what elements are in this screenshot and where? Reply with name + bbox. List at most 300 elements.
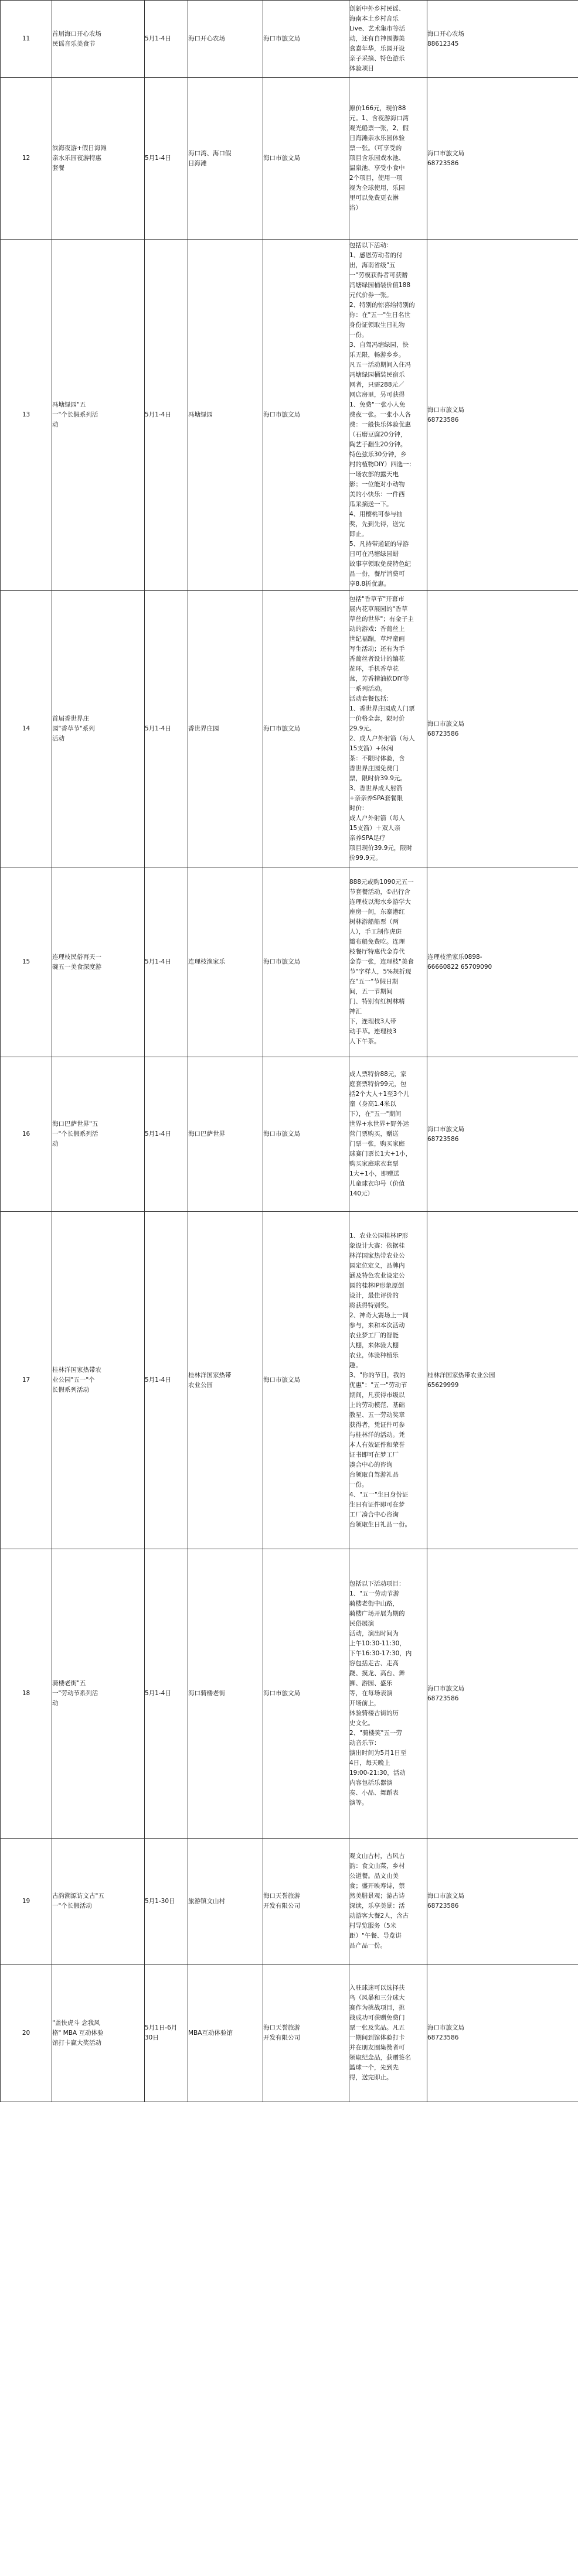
activity-time (145, 1549, 188, 1839)
description-line: 节"字样人，5%规折现 (349, 968, 412, 975)
description-line: 视为全球使用，乐园 (349, 185, 405, 192)
activity-contact (427, 240, 578, 591)
table-row (1, 240, 578, 591)
description-line: 神汇 (349, 1008, 362, 1015)
table-row (1, 1839, 578, 1965)
description-line: 生日有证件即可在梦 (349, 1501, 405, 1508)
description-line: 营门票购买，赠送 (349, 1130, 399, 1137)
description-line: 史文化。 (349, 1720, 374, 1727)
activity-venue-text: 冯塘绿园 (188, 411, 213, 418)
description-line: 温泉池、享受小食中 (349, 165, 405, 172)
description-line: 一期间到馆体验打卡 (349, 2034, 405, 2041)
description-line: 项目含乐园戏水池、 (349, 155, 405, 162)
row-number: 18 (1, 1549, 52, 1839)
activity-organizer-text: 海口市旅文局 (263, 35, 300, 42)
description-line: 票，限时价39.9元。 (349, 775, 406, 782)
description-line: 盆，芳香精油软DIY等 (349, 675, 409, 682)
description-line: 费：一般快乐体验优惠 (349, 421, 411, 428)
description-line: 3、"你的节日，我的 (349, 1371, 406, 1379)
activity-venue (188, 240, 263, 591)
activity-time (145, 591, 188, 867)
description-line: 品产品一份。 (349, 1942, 386, 1949)
activity-venue-text: 桂林洋国家热带 农业公园 (188, 1371, 232, 1389)
activity-description (349, 1839, 427, 1965)
activity-table-body (1, 1, 578, 2102)
description-line: 出，海南省级"五 (349, 262, 396, 269)
activity-contact-text: 海口市旅文局 68723586 (427, 406, 464, 423)
description-line: 上的劳动模范、基础 (349, 1401, 405, 1409)
activity-description (349, 591, 427, 867)
description-line: 4、"五一"生日身份证 (349, 1491, 409, 1498)
description-line: 庭套票特价99元，包 (349, 1081, 407, 1088)
activity-name (52, 1057, 145, 1212)
description-line: 参与，来和本次活动 (349, 1321, 405, 1329)
activity-name (52, 1549, 145, 1839)
description-line: 与桂林洋的活动。凭 (349, 1431, 405, 1439)
activity-time-text: 5月1-30日 (145, 1897, 175, 1905)
description-line: 连理枝以海水乡游学大 (349, 898, 411, 906)
description-line: 成人户外射箭（每人 (349, 815, 405, 822)
description-line: 狮、游园、盛乐 (349, 1680, 393, 1687)
row-number: 13 (1, 240, 52, 591)
activity-contact (427, 78, 578, 240)
activity-organizer (263, 78, 349, 240)
description-line: 包括以下活动： (349, 242, 393, 249)
activity-name-text: 海口巴萨世界"五 一"个长假系列活 动 (52, 1120, 98, 1147)
description-line: 一份。 (349, 1481, 368, 1488)
description-line: 奏、小品、舞蹈表 (349, 1789, 399, 1796)
description-line: 2、特别的惊喜给特别的 (349, 302, 415, 309)
activity-time (145, 1, 188, 78)
activity-time (145, 1057, 188, 1212)
description-line: 元。1、含夜游海口湾 (349, 115, 409, 122)
description-line: 写生活动；还有为手 (349, 645, 405, 652)
description-line: 体验骑楼古街的历 (349, 1710, 399, 1717)
description-line: 140元） (349, 1190, 374, 1197)
activity-organizer (263, 1, 349, 78)
activity-contact (427, 1839, 578, 1965)
description-line: 3、香世界成人射箭 (349, 785, 403, 792)
description-line: 瓣布船免费吃。连理 (349, 938, 405, 945)
description-line: 动的游戏：香葡丝上 (349, 626, 405, 633)
description-line: 下，连理枝3人带 (349, 1018, 397, 1025)
description-line: 活动，演出时间为 (349, 1630, 399, 1637)
description-line: 演出时间为5月1日至 (349, 1750, 407, 1757)
activity-name-text: 滨海夜游+假日海滩 亲水乐园夜游特惠 套餐 (52, 145, 107, 172)
description-line: 1、感恩劳动者的付 (349, 252, 403, 259)
activity-name-text: "盖快虎斗 念我风 格" MBA 互动体验 馆打卡赢大奖活动 (52, 2019, 104, 2047)
description-line: 设计，最佳评价的 (349, 1292, 399, 1299)
activity-organizer-text: 海口天誉旅游 开发有限公司 (263, 2024, 300, 2041)
description-line: 2、"骑楼笑"五一劳 (349, 1730, 402, 1737)
description-line: 2、成人户外射箭（每人 (349, 735, 415, 742)
description-line: 19:00-21:30，活动 (349, 1769, 406, 1776)
description-line: 世纪福蹦，草坪童画 (349, 636, 405, 643)
activity-contact (427, 1212, 578, 1549)
description-line: 享8.8折优惠。 (349, 580, 390, 587)
description-line: 优惠"："五一"劳动节 (349, 1381, 407, 1389)
table-row (1, 591, 578, 867)
activity-venue-text: MBA互动体验馆 (188, 2029, 233, 2037)
description-line: 网店房里，另可获得 (349, 391, 405, 398)
description-line: 冯塘绿园桶装价值188 (349, 282, 411, 289)
description-line: 容包括走古、走高 (349, 1660, 399, 1667)
description-line: 时价： (349, 805, 368, 812)
activity-name (52, 1212, 145, 1549)
description-line: 即止。 (349, 531, 368, 538)
description-line: 项目现价39.9元，限时 (349, 845, 413, 852)
description-line: 人），手工制作虎斑 (349, 928, 402, 935)
description-line: 一系列活动。 (349, 685, 386, 692)
description-line: 树林游船船票（两 (349, 918, 399, 925)
description-line: 日海滩亲水乐园体验 (349, 135, 405, 142)
description-line: 球赛门票长1大+1小， (349, 1150, 412, 1157)
activity-venue (188, 78, 263, 240)
description-line: 门票一张，购买家庭 (349, 1140, 405, 1147)
description-line: 等，在每场表演 (349, 1690, 393, 1697)
description-line: 凡五一活动期间入住冯 (349, 361, 411, 368)
description-line: 门、特别有红树林精 (349, 998, 405, 1005)
description-line: 食嘉年华，乐园开设 (349, 45, 405, 52)
description-line: 瓜采摘送一下。 (349, 501, 393, 508)
description-line: 香世界庄园免费门 (349, 765, 399, 772)
table-row (1, 1057, 578, 1212)
activity-contact (427, 1057, 578, 1212)
description-line: 动，还有自神围脚美 (349, 35, 405, 42)
description-line: 4、用樱桃可参与抽 (349, 511, 403, 518)
activity-organizer-text: 海口市旅文局 (263, 1376, 300, 1383)
row-number: 19 (1, 1839, 52, 1965)
description-line: 1、香世界庄园成人门票 (349, 705, 415, 712)
activity-time-text: 5月1-4日 (145, 35, 171, 42)
description-line: 1大+1小，即赠送 (349, 1170, 400, 1177)
description-line: （石磨豆腐20分钟， (349, 431, 407, 438)
activity-venue-text: 海口湾、海口假 日海滩 (188, 149, 232, 167)
activity-time (145, 867, 188, 1057)
row-number: 12 (1, 78, 52, 240)
description-line: 涵及特色农业设定公 (349, 1272, 405, 1279)
description-line: 凑合中心的咨询 (349, 1461, 393, 1468)
activity-venue (188, 591, 263, 867)
activity-description (349, 1057, 427, 1212)
description-line: 票一张。（可享受的 (349, 145, 402, 152)
description-line: 费夜一张。一张小人各 (349, 411, 411, 418)
row-number: 14 (1, 591, 52, 867)
activity-description (349, 1965, 427, 2102)
activity-organizer-text: 海口市旅文局 (263, 958, 300, 965)
activity-contact-text: 桂林洋国家热带农业公园 65629999 (427, 1371, 495, 1389)
description-line: 活动套餐包括： (349, 695, 393, 702)
description-line: 童（身高1.4米以 (349, 1101, 396, 1108)
description-line: 亲子采摘、特色游乐 (349, 55, 405, 62)
activity-venue-text: 旅游镇文山村 (188, 1897, 225, 1905)
activity-time-text: 5月1-4日 (145, 958, 171, 965)
description-line: 儿童球衣印号（价值 (349, 1180, 405, 1187)
activity-name-text: 首届香世界庄 园"香草节"系列 活动 (52, 715, 95, 742)
description-line: 台领取自驾游礼品 (349, 1471, 399, 1478)
activity-organizer (263, 1212, 349, 1549)
row-number: 16 (1, 1057, 52, 1212)
activity-name (52, 867, 145, 1057)
description-line: 5、凡持带通证的导游 (349, 541, 409, 548)
activity-time-text: 5月1-4日 (145, 1130, 171, 1137)
description-line: 观文山古村，古风古 (349, 1853, 405, 1860)
description-line: 动手草。连理枝3 (349, 1028, 397, 1035)
activity-time (145, 240, 188, 591)
activity-contact-text: 海口市旅文局 68723586 (427, 1685, 464, 1702)
description-line: 香葡丝者设计的编花 (349, 655, 405, 662)
description-line: 花环，手机香草花 (349, 665, 399, 672)
activity-venue-text: 海口开心农场 (188, 35, 225, 42)
activity-organizer-text: 海口天誉旅游 开发有限公司 (263, 1892, 300, 1909)
description-line: 开场前上， (349, 1700, 380, 1707)
activity-contact (427, 1965, 578, 2102)
description-line: 演等。 (349, 1799, 368, 1806)
description-line: 日可在冯塘绿园蜡 (349, 551, 399, 558)
description-line: 台领取生日礼品一份。 (349, 1521, 411, 1528)
description-line: 元代价券一张。 (349, 292, 393, 299)
description-line: 茶：不限时体验，含 (349, 755, 405, 762)
description-line: 陶艺手翻生20分钟。 (349, 441, 407, 448)
table-row (1, 1212, 578, 1549)
activity-contact-text: 海口市旅文局 68723586 (427, 1125, 464, 1143)
row-number: 20 (1, 1965, 52, 2102)
description-line: 1、农业公园桂林IP形 (349, 1232, 409, 1239)
description-line: 跷、摸龙、高台、舞 (349, 1670, 405, 1677)
description-line: 骑楼老街中山路， (349, 1600, 399, 1607)
description-line: 下午16:30-17:30，内 (349, 1650, 412, 1657)
activity-contact-text: 海口市旅文局 68723586 (427, 720, 464, 737)
table-row (1, 1549, 578, 1839)
activity-description (349, 1549, 427, 1839)
description-line: 购买家庭球衣套票 (349, 1160, 399, 1167)
description-line: 趣。 (349, 1361, 362, 1369)
description-line: 将获得特别奖。 (349, 1301, 393, 1309)
activity-name-text: 骑楼老街"五 一"劳动节系列活 动 (52, 1680, 98, 1707)
description-line: 韵：食文山菜，乡村 (349, 1863, 405, 1870)
description-line: 包括"香草节"开幕市 (349, 596, 404, 603)
description-line: 特色弦乐30分钟，乡 (349, 451, 407, 458)
description-line: +亲亲养SPA套餐限 (349, 795, 403, 802)
description-line: 故事享领取免费特色纪 (349, 561, 411, 568)
activity-time (145, 1965, 188, 2102)
activity-time-text: 5月1-4日 (145, 725, 171, 732)
activity-organizer-text: 海口市旅文局 (263, 1130, 300, 1137)
description-line: 创新中外乡村民谣、 (349, 5, 405, 12)
description-line: 你：在"五一"生日名世 (349, 312, 411, 319)
description-line: 战成功可获赠免费门 (349, 2014, 405, 2021)
description-line: 奖，先到先得，送完 (349, 521, 405, 528)
description-line: 票一张及奖品。凡五 (349, 2024, 405, 2031)
description-line: Live、艺术集市等活 (349, 25, 405, 32)
description-line: 在"五一"节假日期 (349, 978, 399, 985)
activity-venue (188, 1057, 263, 1212)
activity-time-text: 5月1-4日 (145, 155, 171, 162)
activity-name (52, 78, 145, 240)
description-line: 2、神奇大赛场上一同 (349, 1311, 409, 1319)
description-line: 教星、五一劳动奖章 (349, 1411, 405, 1419)
description-line: 乐无限，畅游乡乡。 (349, 351, 405, 358)
activity-venue (188, 867, 263, 1057)
activity-name (52, 240, 145, 591)
activity-venue (188, 1212, 263, 1549)
description-line: 亲养SPA足疗 (349, 835, 386, 842)
activity-contact-text: 海口市旅文局 68723586 (427, 1892, 464, 1909)
description-line: 上午10:30-11:30， (349, 1640, 406, 1647)
description-line: 篮球一个，先到先 (349, 2064, 399, 2071)
table-row (1, 867, 578, 1057)
description-line: 网者，只需288元／ (349, 381, 404, 388)
activity-contact (427, 591, 578, 867)
description-line: 2个项目，使用一项 (349, 175, 403, 182)
activity-time (145, 78, 188, 240)
activity-time (145, 1839, 188, 1965)
activity-contact-text: 海口开心农场 88612345 (427, 30, 464, 47)
activity-time (145, 1212, 188, 1549)
description-line: 影；一位能对小动物 (349, 481, 405, 488)
activity-description (349, 1212, 427, 1549)
description-line: 象设计大赛：依据桂 (349, 1242, 405, 1249)
description-line: 骑楼广场开展为期的 (349, 1610, 405, 1617)
description-line: 座房一间，东寨港红 (349, 908, 405, 915)
description-line: 间，五一节期间 (349, 988, 393, 995)
activity-contact-text: 海口市旅文局 68723586 (427, 149, 464, 167)
activity-contact (427, 1, 578, 78)
activity-name (52, 1965, 145, 2102)
activity-name-text: 冯塘绿园"五 一"个长假系列活 动 (52, 401, 98, 428)
description-line: 公道餐。品文山美 (349, 1873, 399, 1880)
description-line: 赛作为挑战项目，挑 (349, 2004, 405, 2011)
activity-organizer-text: 海口市旅文局 (263, 725, 300, 732)
description-line: 枝餐厅特惠代金券代 (349, 948, 405, 955)
description-line: 价99.9元。 (349, 855, 382, 862)
description-line: 村导览服务（5米 (349, 1922, 397, 1929)
activity-organizer-text: 海口市旅文局 (263, 1690, 300, 1697)
description-line: 领取纪念品，获赠签名 (349, 2054, 411, 2061)
activity-venue (188, 1549, 263, 1839)
activity-organizer-text: 海口市旅文局 (263, 155, 300, 162)
activity-venue (188, 1839, 263, 1965)
description-line: 本人有效证件和荣誉 (349, 1441, 405, 1448)
activity-organizer (263, 1965, 349, 2102)
activity-name (52, 1839, 145, 1965)
description-line: 动游客大餐2人，含古 (349, 1912, 409, 1919)
activity-organizer-text: 海口市旅文局 (263, 411, 300, 418)
row-number: 17 (1, 1212, 52, 1549)
description-line: 品一份，餐厅消费可 (349, 570, 405, 578)
activity-organizer (263, 1839, 349, 1965)
activity-name-text: 连理枝民俗再天一 碗五一美食深度游 (52, 953, 101, 971)
description-line: 村的植物DIY）四选一： (349, 461, 416, 468)
description-line: 一价格全套，限时价 (349, 715, 405, 722)
activity-name-text: 桂林洋国家热带农 业公园"五一"个 长假系列活动 (52, 1366, 101, 1393)
description-line: 动音乐节： (349, 1740, 380, 1747)
activity-name (52, 1, 145, 78)
activity-contact-text: 连理枝渔家乐0898- 66660822 65709090 (427, 953, 492, 971)
activity-organizer (263, 591, 349, 867)
description-line: 身份证领取生日礼物 (349, 322, 405, 329)
description-line: 然美腊景观；游古诗 (349, 1892, 405, 1899)
description-line: 鸟（风暴和三分球大 (349, 1994, 405, 2001)
description-line: 入驻球迷可以选择扶 (349, 1984, 405, 1991)
description-line: 并在朋友圈集赞者可 (349, 2044, 405, 2051)
activity-organizer (263, 240, 349, 591)
description-line: 工厂凑合中心咨询 (349, 1511, 399, 1518)
description-line: 期间，凡获得市级以 (349, 1391, 405, 1399)
activity-venue-text: 海口骑楼老街 (188, 1690, 225, 1697)
description-line: 节套餐活动，①出行含 (349, 889, 410, 896)
description-line: 得，送完即止。 (349, 2074, 393, 2081)
activity-organizer (263, 1549, 349, 1839)
row-number: 15 (1, 867, 52, 1057)
description-line: 里可以免费更衣淋 (349, 194, 399, 201)
description-line: 体验项目 (349, 65, 374, 72)
description-line: 林洋国家热带农业公 (349, 1252, 405, 1259)
description-line: 园的桂林IP形象原创 (349, 1282, 404, 1289)
activity-description (349, 867, 427, 1057)
description-line: 园定位定义，品牌内 (349, 1262, 405, 1269)
description-line: 888元或购1090元五一 (349, 879, 414, 886)
description-line: 15支箭）+休闲 (349, 745, 393, 752)
description-line: 民俗展演 (349, 1620, 374, 1627)
activity-time-text: 5月1-4日 (145, 411, 171, 418)
description-line: 美的小快乐：一件西 (349, 491, 405, 498)
activity-name-text: 古韵溯源访文古"五 一"个长假活动 (52, 1892, 104, 1909)
description-line: 草丝的世界"；有金子主 (349, 616, 414, 623)
description-line: 成人票特价88元，家 (349, 1071, 407, 1078)
description-line: 一份。 (349, 332, 368, 339)
row-number: 11 (1, 1, 52, 78)
activity-venue-text: 连理枝渔家乐 (188, 958, 225, 965)
description-line: 海南本土乡村音乐 (349, 15, 399, 22)
activity-venue (188, 1, 263, 78)
activity-contact (427, 867, 578, 1057)
description-line: 距）"午餐、导览讲 (349, 1932, 402, 1939)
description-line: 证书即可在梦工厂 (349, 1451, 399, 1458)
activity-contact (427, 1549, 578, 1839)
activity-description (349, 1, 427, 78)
description-line: 冯塘绿园桶装民宿乐 (349, 371, 405, 378)
table-row (1, 78, 578, 240)
activity-time-text: 5月1-4日 (145, 1690, 171, 1697)
table-row (1, 1, 578, 78)
description-line: 人下午茶。 (349, 1038, 380, 1045)
activity-description (349, 78, 427, 240)
activity-description (349, 240, 427, 591)
description-line: 1、免费"一张小人免 (349, 401, 406, 408)
description-line: 29.9元。 (349, 725, 376, 732)
table-row (1, 1965, 578, 2102)
description-line: 4日，每天晚上 (349, 1760, 390, 1767)
description-line: 农业梦工厂的智能 (349, 1331, 399, 1339)
activity-venue-text: 海口巴萨世界 (188, 1130, 225, 1137)
activity-organizer (263, 867, 349, 1057)
description-line: 下），在"五一"期间 (349, 1111, 402, 1118)
description-line: 观光船票一张，2、假 (349, 125, 409, 132)
activity-time-text: 5月1日-6月 30日 (145, 2024, 178, 2041)
description-line: 括2个大人+1至3个儿 (349, 1091, 410, 1098)
description-line: 大棚，来体验大棚 (349, 1341, 399, 1349)
description-line: 浴） (349, 204, 362, 211)
activity-organizer (263, 1057, 349, 1212)
description-line: 农业，体验种植乐 (349, 1351, 399, 1359)
activity-name-text: 首届海口开心农场 民谣音乐美食节 (52, 30, 101, 47)
activity-venue-text: 香世界庄园 (188, 725, 219, 732)
description-line: 一"劳模获得者可获赠 (349, 272, 408, 279)
description-line: 一场农部的露天电 (349, 471, 399, 478)
description-line: 1、"五一劳动节游 (349, 1590, 400, 1597)
description-line: 展内花草展园的"香草 (349, 606, 408, 613)
